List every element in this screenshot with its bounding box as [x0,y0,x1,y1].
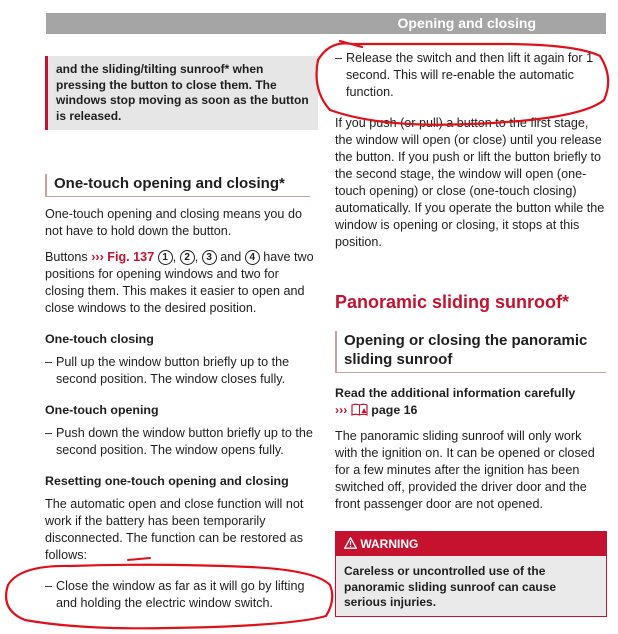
book-warning-icon [351,403,371,417]
figure-reference-link[interactable]: ››› Fig. 137 [91,250,155,264]
warning-triangle-icon [344,537,360,551]
intro-paragraph: One-touch opening and closing means you do not have to hold down the button. [45,207,302,238]
right-column [335,50,607,617]
list-item-closing: – Pull up the window button briefly up to the second position. The window closes fully. [45,354,317,388]
section-title-opening-closing-sunroof: Opening or closing the panoramic sliding sunroof [335,331,606,373]
read-ref-page: page 16 [371,403,418,417]
callout-number-3: 3 [202,250,217,265]
warning-box [335,531,607,617]
header-bar [46,13,612,34]
push-paragraph: If you push (or pull) a button to the first stage, the window will open (or close) until you release the button. If you push or lift the button briefly to the second stage, the window will open (one-touch opening) or close (one-touch closing) automatically. If you operate the button while the window is opening or closing, it stops at this position. [335,116,605,249]
buttons-rest: have two positions for opening windows and two for closing them. This makes it easier to open and close windows to the desired position. [45,250,314,315]
subheading-one-touch-opening: One-touch opening [45,403,159,417]
warning-label: WARNING [360,537,419,551]
read-info-heading: Read the additional information carefully [335,386,576,400]
subheading-resetting: Resetting one-touch opening and closing [45,474,289,488]
reset-paragraph: The automatic open and close function will not work if the battery has been temporarily disconnected. The function can be restored as follows: [45,497,304,562]
header-title: Opening and closing [397,15,536,31]
list-item-opening: – Push down the window button briefly up to the second position. The window opens fully. [45,425,317,459]
callout-text: and the sliding/tilting sunroof* when pressing the button to close them. The windows stop moving as soon as the button is released. [56,62,309,123]
section-title-one-touch: One-touch opening and closing* [45,174,310,197]
callout-number-4: 4 [245,250,260,265]
read-info-reference[interactable] [335,402,607,419]
warning-body: Careless or uncontrolled use of the panoramic sliding sunroof can cause serious injuries. [336,556,606,616]
buttons-and: and [220,250,242,264]
read-ref-chevrons: ››› [335,403,348,417]
panoramic-sunroof-title: Panoramic sliding sunroof* [335,292,570,312]
warning-header [336,532,606,556]
list-item-release: – Release the switch and then lift it again for 1 second. This will re-enable the automatic function. [335,50,607,101]
callout-number-1: 1 [158,250,173,265]
sunroof-paragraph: The panoramic sliding sunroof will only work with the ignition on. It can be opened or closed for a few minutes after the ignition has been switched off, provided the driver door and the front passenger door are not opened. [335,429,595,511]
subheading-one-touch-closing: One-touch closing [45,332,154,346]
callout-number-2: 2 [180,250,195,265]
left-column [45,56,317,612]
buttons-lead: Buttons [45,250,88,264]
list-item-reset: – Close the window as far as it will go by lifting and holding the electric window switch. [45,578,317,612]
callout-box [45,56,318,130]
buttons-paragraph: Buttons ››› Fig. 137 1 , 2 , 3 and 4 have two positions for opening windows and two for closing them. This makes it easier to open and close windows to the desired position. [45,250,314,315]
